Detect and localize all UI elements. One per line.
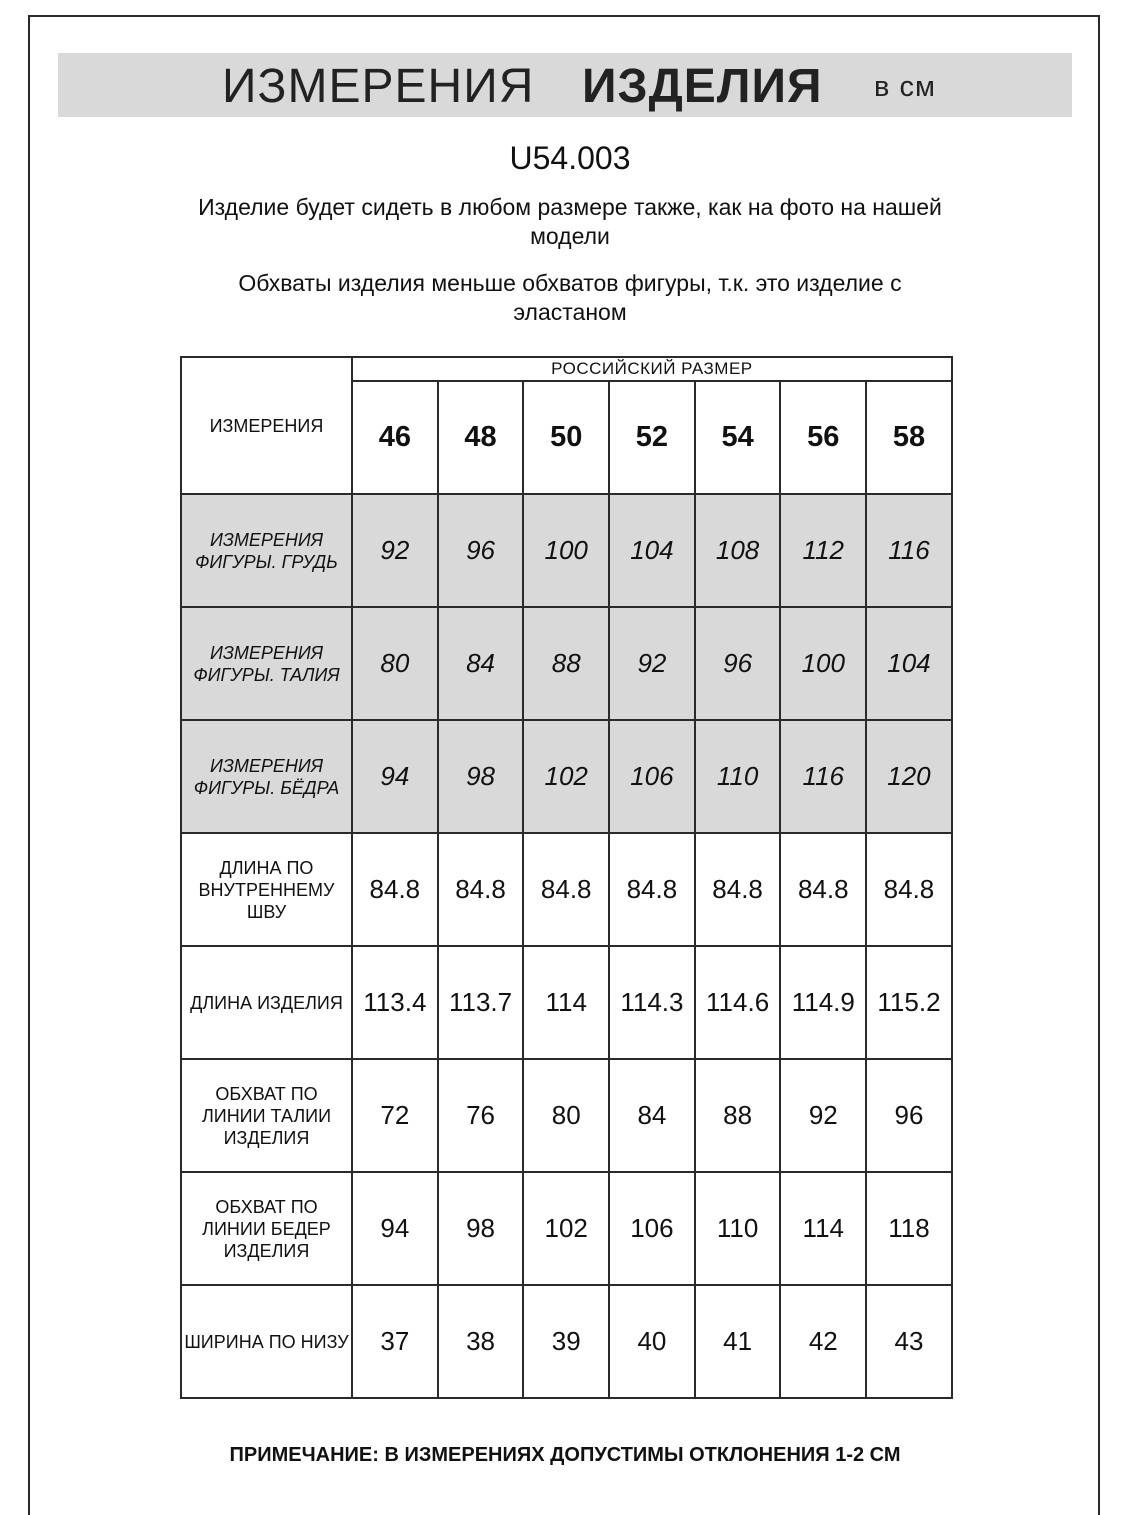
measurement-value: 118 [866, 1172, 952, 1285]
measurement-value: 38 [438, 1285, 524, 1398]
measurement-value: 104 [866, 607, 952, 720]
measurement-label: ИЗМЕРЕНИЯ ФИГУРЫ. ТАЛИЯ [181, 607, 352, 720]
measurement-value: 84.8 [609, 833, 695, 946]
measurement-value: 114.6 [695, 946, 781, 1059]
size-group-label: РОССИЙСКИЙ РАЗМЕР [352, 357, 952, 381]
measurement-value: 42 [780, 1285, 866, 1398]
measurement-row [181, 833, 952, 946]
measurement-label: ОБХВАТ ПО ЛИНИИ ТАЛИИ ИЗДЕЛИЯ [181, 1059, 352, 1172]
size-header-cell: 56 [780, 381, 866, 494]
measurement-value: 110 [695, 720, 781, 833]
title-part2: ИЗДЕЛИЯ [582, 60, 823, 113]
measurement-value: 43 [866, 1285, 952, 1398]
elastane-note: Обхваты изделия меньше обхватов фигуры, т.к. это изделие с эластаном [238, 270, 902, 325]
product-code: U54.003 [509, 140, 631, 176]
size-header-cell: 52 [609, 381, 695, 494]
measurement-label: ШИРИНА ПО НИЗУ [181, 1285, 352, 1398]
measurement-value: 84.8 [352, 833, 438, 946]
measurement-value: 115.2 [866, 946, 952, 1059]
size-header-cell: 50 [523, 381, 609, 494]
measurement-label: ИЗМЕРЕНИЯ ФИГУРЫ. ГРУДЬ [181, 494, 352, 607]
measurement-row [181, 1172, 952, 1285]
measurement-row [181, 1059, 952, 1172]
measurement-value: 96 [695, 607, 781, 720]
measurement-value: 116 [866, 494, 952, 607]
measurement-value: 92 [609, 607, 695, 720]
measurement-value: 84 [438, 607, 524, 720]
measurement-value: 92 [352, 494, 438, 607]
measurement-value: 94 [352, 720, 438, 833]
measurement-value: 100 [780, 607, 866, 720]
measurement-row [181, 946, 952, 1059]
measurement-label: ДЛИНА ПО ВНУТРЕННЕМУ ШВУ [181, 833, 352, 946]
measurement-value: 98 [438, 1172, 524, 1285]
size-header-cell: 54 [695, 381, 781, 494]
size-header-cell: 58 [866, 381, 952, 494]
measurement-label: ИЗМЕРЕНИЯ ФИГУРЫ. БЁДРА [181, 720, 352, 833]
measurement-value: 106 [609, 1172, 695, 1285]
measurement-value: 84.8 [523, 833, 609, 946]
measurement-label: ОБХВАТ ПО ЛИНИИ БЕДЕР ИЗДЕЛИЯ [181, 1172, 352, 1285]
measurement-value: 40 [609, 1285, 695, 1398]
title-banner [58, 53, 1072, 117]
measurement-value: 88 [523, 607, 609, 720]
measurement-value: 88 [695, 1059, 781, 1172]
measurement-value: 116 [780, 720, 866, 833]
size-header-cell: 46 [352, 381, 438, 494]
measurement-value: 94 [352, 1172, 438, 1285]
measurement-value: 112 [780, 494, 866, 607]
measurement-row [181, 720, 952, 833]
measurement-value: 84.8 [780, 833, 866, 946]
measurement-value: 41 [695, 1285, 781, 1398]
measurement-value: 84.8 [695, 833, 781, 946]
measurement-value: 98 [438, 720, 524, 833]
measurement-value: 120 [866, 720, 952, 833]
measurement-value: 100 [523, 494, 609, 607]
measurement-value: 80 [352, 607, 438, 720]
measurement-value: 113.4 [352, 946, 438, 1059]
footnote: ПРИМЕЧАНИЕ: В ИЗМЕРЕНИЯХ ДОПУСТИМЫ ОТКЛОНЕНИЯ 1-2 СМ [229, 1444, 901, 1466]
corner-label: ИЗМЕРЕНИЯ [181, 357, 352, 494]
measurement-value: 102 [523, 720, 609, 833]
measurement-value: 92 [780, 1059, 866, 1172]
measurement-value: 106 [609, 720, 695, 833]
measurement-row [181, 1285, 952, 1398]
title-part1: ИЗМЕРЕНИЯ [222, 60, 535, 113]
measurement-value: 84.8 [438, 833, 524, 946]
unit-label: в см [874, 71, 936, 103]
measurement-row [181, 494, 952, 607]
measurement-value: 108 [695, 494, 781, 607]
measurement-value: 104 [609, 494, 695, 607]
measurement-value: 96 [866, 1059, 952, 1172]
measurement-value: 114 [523, 946, 609, 1059]
measurement-value: 84 [609, 1059, 695, 1172]
measurement-value: 76 [438, 1059, 524, 1172]
size-table [180, 356, 953, 1399]
measurement-value: 39 [523, 1285, 609, 1398]
measurement-value: 110 [695, 1172, 781, 1285]
measurement-value: 72 [352, 1059, 438, 1172]
measurement-value: 102 [523, 1172, 609, 1285]
measurement-label: ДЛИНА ИЗДЕЛИЯ [181, 946, 352, 1059]
measurement-row [181, 607, 952, 720]
fit-note: Изделие будет сидеть в любом размере также, как на фото на нашей модели [198, 194, 942, 249]
measurement-value: 96 [438, 494, 524, 607]
measurement-value: 114.3 [609, 946, 695, 1059]
measurement-value: 84.8 [866, 833, 952, 946]
size-header-cell: 48 [438, 381, 524, 494]
measurement-value: 114 [780, 1172, 866, 1285]
measurement-value: 80 [523, 1059, 609, 1172]
measurement-value: 37 [352, 1285, 438, 1398]
measurement-value: 113.7 [438, 946, 524, 1059]
measurement-value: 114.9 [780, 946, 866, 1059]
